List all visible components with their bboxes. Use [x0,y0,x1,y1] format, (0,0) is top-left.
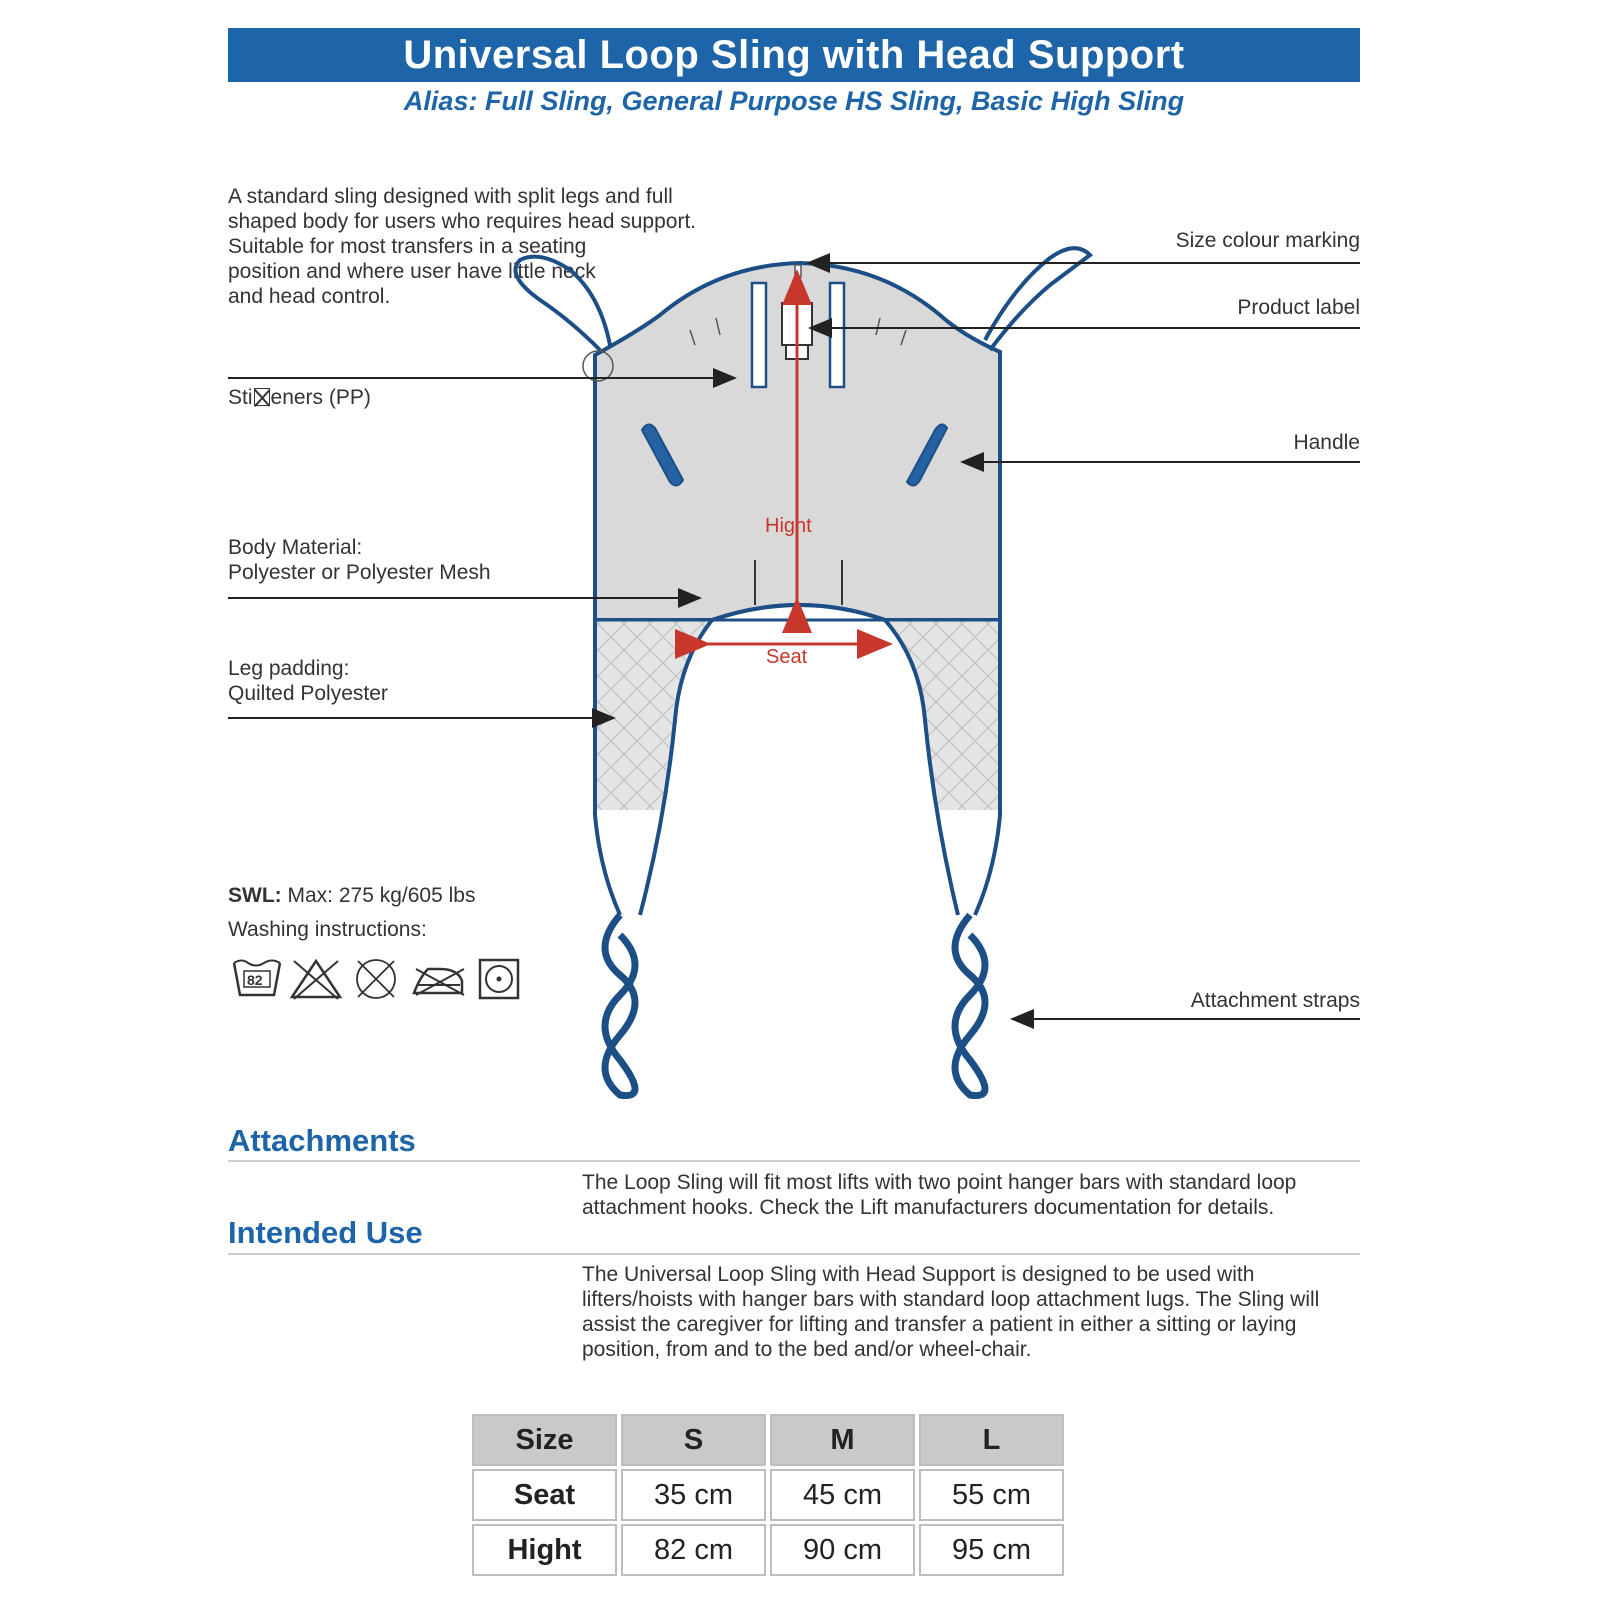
table-cell: 55 cm [919,1469,1064,1521]
table-header-l: L [919,1414,1064,1466]
description-line: position and where user have little neck [228,260,596,283]
swl-label: SWL: [228,884,282,907]
svg-text:82: 82 [247,972,263,988]
table-cell: 45 cm [770,1469,915,1521]
head-loop-left [516,257,611,350]
callout-stiffeners [228,385,371,410]
callout-handle: Handle [1293,431,1360,454]
washing-label: Washing instructions: [228,918,427,941]
washing-icons [230,955,540,1005]
callout-attachment-straps: Attachment straps [1190,989,1360,1012]
no-bleach-icon [292,961,340,999]
stiffeners-suffix: eners (PP) [270,386,371,409]
divider [228,1253,1360,1255]
table-row [472,1524,1064,1576]
stiffeners-prefix: Sti [228,386,253,409]
no-tumble-dry-icon [357,960,395,998]
seat-label: Seat [766,646,808,668]
wash-82-icon [234,961,280,996]
table-cell: 82 cm [621,1524,766,1576]
dry-clean-icon [480,960,518,998]
leg-padding-heading: Leg padding: [228,657,350,680]
table-header-row [472,1414,1064,1466]
table-cell: 95 cm [919,1524,1064,1576]
alias-subtitle: Alias: Full Sling, General Purpose HS Sling, Basic High Sling [403,86,1185,116]
size-table [468,1411,1068,1579]
intended-use-title: Intended Use [228,1215,423,1250]
page-title: Universal Loop Sling with Head Support [228,28,1360,82]
row-label-seat: Seat [472,1469,617,1521]
swl-value: Max: 275 kg/605 lbs [287,884,476,907]
hight-label: Hight [765,515,812,537]
attachment-strap-right [955,915,985,1096]
callout-product-label: Product label [1237,296,1360,319]
leg-padding-right [885,620,1000,810]
table-header-size: Size [472,1414,617,1466]
attachments-title: Attachments [228,1123,416,1158]
row-label-hight: Hight [472,1524,617,1576]
table-header-s: S [621,1414,766,1466]
description-line: and head control. [228,285,391,308]
divider [228,1160,1360,1162]
callout-body-material [228,535,491,585]
intended-use-text: The Universal Loop Sling with Head Support is designed to be used with lifters/hoists with hanger bars with standard loop attachment lugs. The Sling will assist the caregiver for lifting and transfer a patient in either a sitting or laying position, from and to the bed and/or wheel-chair. [582,1263,1320,1361]
missing-glyph-icon [254,388,270,406]
stiffener-left [752,283,766,387]
table-cell: 90 cm [770,1524,915,1576]
callout-size-colour-marking: Size colour marking [1175,229,1360,252]
attachment-strap-left [605,915,635,1096]
attachments-text: The Loop Sling will fit most lifts with two point hanger bars with standard loop attachment hooks. Check the Lift manufacturers documentation for details. [582,1171,1297,1219]
table-header-m: M [770,1414,915,1466]
table-row [472,1469,1064,1521]
body-material-value: Polyester or Polyester Mesh [228,561,491,584]
callout-leg-padding [228,656,388,706]
description-line: Suitable for most transfers in a seating [228,235,587,258]
leg-padding-value: Quilted Polyester [228,682,388,705]
swl-spec [228,884,475,908]
table-cell: 35 cm [621,1469,766,1521]
description-line: A standard sling designed with split legs and full [228,185,673,208]
no-iron-icon [414,969,464,995]
description-line: shaped body for users who requires head support. [228,210,697,233]
body-material-heading: Body Material: [228,536,363,559]
stiffener-right [830,283,844,387]
